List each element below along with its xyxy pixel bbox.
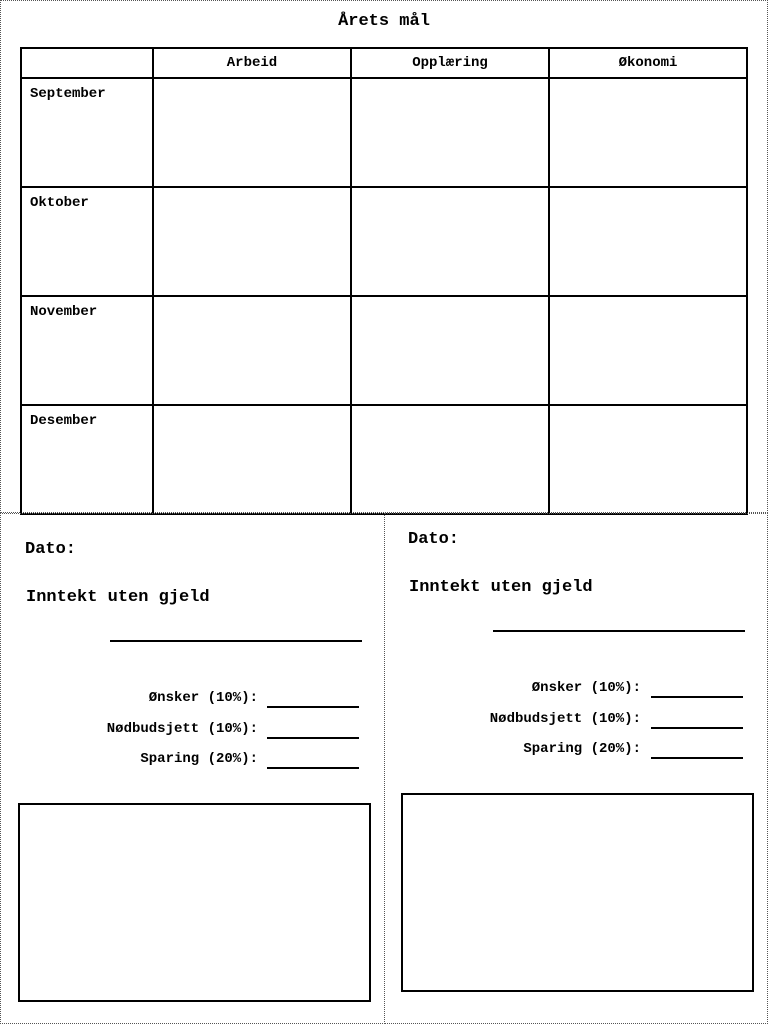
goal-cell[interactable]	[153, 296, 351, 405]
table-row	[21, 296, 747, 405]
row-label-november: November	[21, 296, 153, 405]
column-header-corner	[21, 48, 153, 78]
table-row	[21, 78, 747, 187]
page-title: Årets mål	[338, 12, 430, 31]
income-line-left[interactable]	[110, 640, 362, 642]
notes-box-right[interactable]	[401, 793, 754, 992]
goal-cell[interactable]	[153, 187, 351, 296]
savings-line-right[interactable]	[651, 757, 743, 759]
savings-label-right: Sparing (20%):	[523, 741, 641, 757]
wants-line-left[interactable]	[267, 706, 359, 708]
date-label-right: Dato:	[408, 530, 460, 549]
goal-cell[interactable]	[351, 187, 549, 296]
column-header-opplaering: Opplæring	[351, 48, 549, 78]
date-label-left: Dato:	[25, 540, 77, 559]
goal-cell[interactable]	[351, 296, 549, 405]
goal-cell[interactable]	[351, 405, 549, 514]
goal-cell[interactable]	[351, 78, 549, 187]
wants-line-right[interactable]	[651, 696, 743, 698]
income-line-right[interactable]	[493, 630, 745, 632]
emergency-label-left: Nødbudsjett (10%):	[106, 721, 258, 737]
notes-box-left[interactable]	[18, 803, 371, 1002]
goal-cell[interactable]	[153, 78, 351, 187]
income-label-left: Inntekt uten gjeld	[26, 588, 210, 607]
emergency-line-right[interactable]	[651, 727, 743, 729]
goal-cell[interactable]	[549, 187, 747, 296]
goal-cell[interactable]	[549, 78, 747, 187]
row-label-september: September	[21, 78, 153, 187]
goal-cell[interactable]	[549, 296, 747, 405]
table-row	[21, 405, 747, 514]
emergency-label-right: Nødbudsjett (10%):	[489, 711, 641, 727]
wants-label-left: Ønsker (10%):	[148, 690, 258, 706]
column-header-okonomi: Økonomi	[549, 48, 747, 78]
table-row	[21, 187, 747, 296]
table-header-row	[21, 48, 747, 78]
income-label-right: Inntekt uten gjeld	[409, 578, 593, 597]
goal-cell[interactable]	[153, 405, 351, 514]
savings-label-left: Sparing (20%):	[140, 751, 258, 767]
savings-line-left[interactable]	[267, 767, 359, 769]
row-label-desember: Desember	[21, 405, 153, 514]
goal-cell[interactable]	[549, 405, 747, 514]
column-header-arbeid: Arbeid	[153, 48, 351, 78]
goals-table	[20, 47, 748, 515]
row-label-oktober: Oktober	[21, 187, 153, 296]
wants-label-right: Ønsker (10%):	[531, 680, 641, 696]
emergency-line-left[interactable]	[267, 737, 359, 739]
